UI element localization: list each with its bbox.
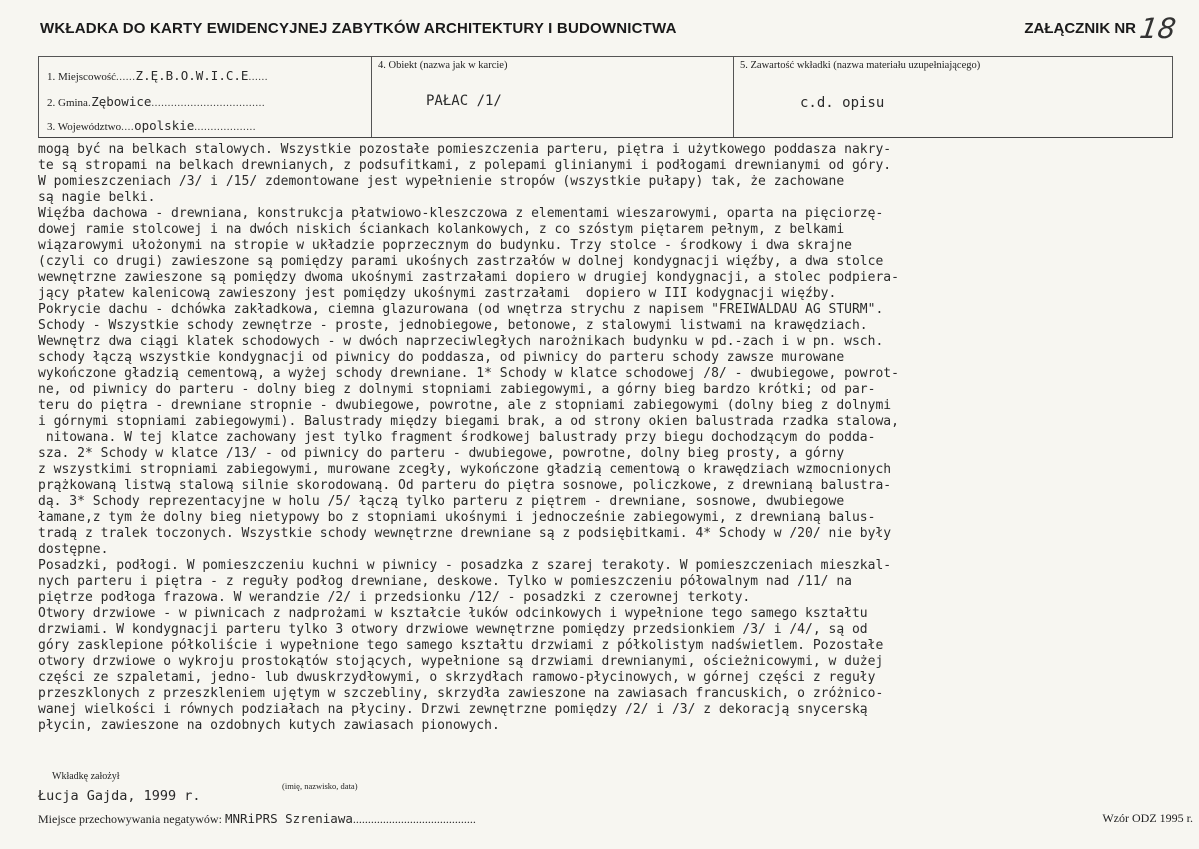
text-line: tradą z tralek toczonych. Wszystkie schody wewnętrzne drewniane są z podsiębitkami. 4* Schody w /20/ nie były: [38, 526, 892, 541]
annex-number: 18: [1138, 12, 1179, 45]
text-line: Otwory drzwiowe - w piwnicach z nadprożami w kształcie łuków odcinkowych i wypełnione tego samego kształtu: [38, 606, 868, 621]
identification-fields: [38, 56, 1173, 138]
form-title: WKŁADKA DO KARTY EWIDENCYJNEJ ZABYTKÓW ARCHITEKTURY I BUDOWNICTWA: [40, 20, 677, 37]
text-line: dowej ramie stolcowej i na dwóch niskich ściankach kolankowych, z co szóstym piętarem pełnym, z belkami: [38, 222, 845, 237]
text-line: dostępne.: [38, 542, 109, 557]
voivodeship-field: 3. Województwo....opolskie...................: [47, 118, 257, 133]
commune-value: Zębowice: [91, 94, 152, 109]
text-line: ne, od piwnicy do parteru - dolny bieg z dolnymi stopniami zabiegowymi, a górny bieg bardzo krótki; od par-: [38, 382, 876, 397]
object-column: [371, 57, 734, 137]
content-value: c.d. opisu: [800, 95, 885, 111]
text-line: są nagie belki.: [38, 190, 156, 205]
negatives-value: MNRiPRS Szreniawa: [224, 811, 353, 826]
text-line: dą. 3* Schody reprezentacyjne w holu /5/ łączą tylko parteru z piętrem - drewniane, sosnowe, dwubiegowe: [38, 494, 845, 509]
text-line: Posadzki, podłogi. W pomieszczeniu kuchni w piwnicy - posadzka z szarej terakoty. W pomieszczeniach mieszkal-: [38, 558, 892, 573]
text-line: otwory drzwiowe o wykroju prostokątów stojących, wypełnione są drzwiami drewnianymi, ościeżnicowymi, w dużej: [38, 654, 884, 669]
text-line: łamane,z tym że dolny bieg nietypowy bo z stopniami ukośnymi i jednocześnie zabiegowymi, z drewnianą balus-: [38, 510, 876, 525]
text-line: teru do piętra - drewniane stropnie - dwubiegowe, powrotne, ale z stopniami zabiegowymi (dolny bieg z dolnymi: [38, 398, 892, 413]
text-line: mogą być na belkach stalowych. Wszystkie pozostałe pomieszczenia parteru, piętra i użytkowego poddasza nakry-: [38, 142, 892, 157]
locality-value: Z.Ę.B.O.W.I.C.E: [135, 68, 249, 83]
text-line: Więźba dachowa - drewniana, konstrukcja płatwiowo-kleszczowa z elementami wieszarowymi, oparta na pięciorzę-: [38, 206, 884, 221]
text-line: prążkowaną listwą stalową silnie skorodowaną. Od parteru do piętra sosnowe, policzkowe, z drewnianą balustra-: [38, 478, 892, 493]
object-value: PAŁAC /1/: [426, 93, 502, 109]
prepared-by-label: Wkładkę założył: [52, 771, 120, 782]
locality-label: 1. Miejscowość: [47, 71, 117, 83]
commune-field: 2. Gmina.Zębowice...................................: [47, 94, 266, 109]
negatives-label: Miejsce przechowywania negatywów:: [38, 812, 222, 826]
text-line: wiązarowymi ułożonymi na stropie w układzie poprzecznym do budynku. Trzy stolce - środkowy i dwa skrajne: [38, 238, 852, 253]
description-body: [38, 142, 1168, 734]
text-line: piętrze podłoga frazowa. W werandzie /2/ i przedsionku /12/ - posadzki z czerownej terkoty.: [38, 590, 751, 605]
voivodeship-label: 3. Województwo: [47, 121, 122, 133]
text-line: części ze szpaletami, jedno- lub dwuskrzydłowymi, o skrzydłach ramowo-płycinowych, w górnej części z reguły: [38, 670, 876, 685]
content-label: 5. Zawartość wkładki (nazwa materiału uzupełniającego): [740, 60, 981, 71]
text-line: góry zasklepione półkoliście i wypełnione tego samego kształtu drzwiami z półkolistym nadświetlem. Pozostałe: [38, 638, 884, 653]
text-line: wykończone gładzią cementową, a wyżej schody drewniane. 1* Schody w klatce schodowej /8/ - dwubiegowe, powrot-: [38, 366, 899, 381]
object-label: 4. Obiekt (nazwa jak w karcie): [378, 60, 508, 71]
text-line: sza. 2* Schody w klatce /13/ - od piwnicy do parteru - dwubiegowe, powrotne, dolny bieg prosty, a górny: [38, 446, 845, 461]
locality-field: 1. Miejscowość......Z.Ę.B.O.W.I.C.E......: [47, 68, 268, 83]
location-column: [39, 57, 371, 137]
commune-label: 2. Gmina: [47, 97, 88, 109]
prepared-by-hint: (imię, nazwisko, data): [282, 781, 358, 791]
annex-label: ZAŁĄCZNIK NR: [1024, 20, 1136, 37]
text-line: Schody - Wszystkie schody zewnętrze - proste, jednobiegowe, betonowe, z stalowymi listwami na krawędziach.: [38, 318, 868, 333]
form-model: Wzór ODZ 1995 r.: [1102, 811, 1193, 825]
form-header: [40, 14, 1180, 48]
text-line: Wewnętrz dwa ciągi klatek schodowych - w dwóch naprzeciwległych narożnikach budynku w pd.-zach i w pn. wsch.: [38, 334, 884, 349]
negatives-field: Miejsce przechowywania negatywów: MNRiPRS Szreniawa.........................................: [38, 811, 476, 826]
text-line: z wszystkimi stropniami zabiegowymi, murowane zcegły, wykończone gładzią cementową o krawędziach wzmocnionych: [38, 462, 892, 477]
text-line: drzwiami. W kondygnacji parteru tylko 3 otwory drzwiowe wewnętrzne pomiędzy przedsionkiem /3/ i /4/, są od: [38, 622, 868, 637]
content-column: [733, 57, 1173, 137]
text-line: nitowana. W tej klatce zachowany jest tylko fragment środkowej balustrady przy biegu dochodzącym do podda-: [38, 430, 876, 445]
text-line: nych parteru i piętra - z reguły podłog drewniane, deskowe. Tylko w pomieszczeniu półowalnym nad /11/ na: [38, 574, 852, 589]
text-line: płycin, zawieszone na ozdobnych kutych zawiasach pionowych.: [38, 718, 500, 733]
text-line: schody łączą wszystkie kondygnacji od piwnicy do poddasza, od piwnicy do parteru schody zawsze murowane: [38, 350, 845, 365]
text-line: wanej wielkości i równych podziałach na płyciny. Drzwi zewnętrzne pomiędzy /2/ i /3/ z dekoracją snycerską: [38, 702, 868, 717]
text-line: jący płatew kalenicową zawieszony jest pomiędzy ukośnymi zastrzałami dopiero w III kodygnacji więźby.: [38, 286, 837, 301]
text-line: wewnętrzne zawieszone są pomiędzy dwoma ukośnymi zastrzałami dopiero w drugiej kondygnacji, a stolec podpiera-: [38, 270, 899, 285]
voivodeship-value: opolskie: [134, 118, 195, 133]
text-line: przeszklonych z przeszkleniem ujętym w szczebliny, skrzydła zawieszone na zawiasach francuskich, o zróżnico-: [38, 686, 884, 701]
text-line: i górnymi stopniami zabiegowymi). Balustrady między biegami brak, a od strony okien balustrada rzadka stalowa,: [38, 414, 899, 429]
author-signature: Łucja Gajda, 1999 r.: [38, 788, 201, 804]
text-line: (czyli co drugi) zawieszone są pomiędzy parami ukośnych zastrzałów w dolnej kondygnacji więźby, a dwa stolce: [38, 254, 884, 269]
text-line: W pomieszczeniach /3/ i /15/ zdemontowane jest wypełnienie stropów (wszystkie pułapy) tak, że zachowane: [38, 174, 845, 189]
text-line: te są stropami na belkach drewnianych, z podsufitkami, z polepami glinianymi i podłogami drewnianymi od góry.: [38, 158, 892, 173]
text-line: Pokrycie dachu - dchówka zakładkowa, ciemna glazurowana (od wnętrza strychu z napisem "FREIWALDAU AG STURM".: [38, 302, 884, 317]
